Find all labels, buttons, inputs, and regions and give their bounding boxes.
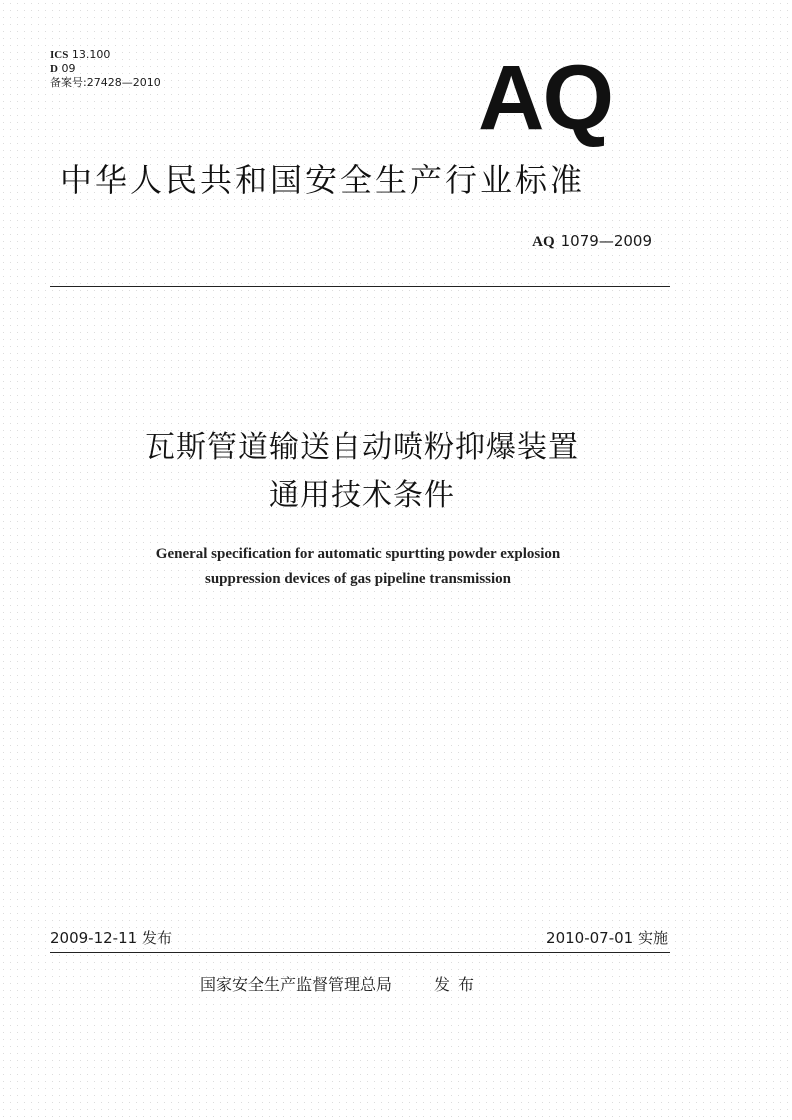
bottom-divider — [50, 952, 670, 953]
standard-code — [532, 232, 652, 251]
publisher-line — [200, 974, 482, 996]
standard-org-title: 中华人民共和国安全生产行业标准 — [60, 161, 586, 199]
ccs-label: D — [50, 63, 58, 75]
title-chinese-line-1: 瓦斯管道输送自动喷粉抑爆装置 — [145, 430, 579, 465]
ics-line — [50, 48, 161, 62]
ics-label: ICS — [50, 49, 69, 61]
classification-block — [50, 48, 161, 89]
top-divider — [50, 286, 670, 287]
publisher-name: 国家安全生产监督管理总局 — [200, 975, 393, 994]
standard-code-number: 1079—2009 — [560, 232, 652, 250]
publisher-issued: 发布 — [434, 975, 483, 994]
title-chinese-line-2: 通用技术条件 — [269, 478, 455, 513]
ccs-value: 09 — [61, 62, 76, 75]
ics-value: 13.100 — [71, 48, 111, 61]
issue-date: 2009-12-11 发布 — [50, 929, 172, 947]
implementation-date: 2010-07-01 实施 — [546, 929, 668, 947]
standard-code-prefix: AQ — [532, 234, 555, 250]
title-english-line-1: General specification for automatic spurtting powder explosion — [155, 546, 561, 562]
record-number: 备案号:27428—2010 — [50, 76, 161, 89]
ccs-line — [50, 62, 161, 76]
title-english-line-2: suppression devices of gas pipeline transmission — [204, 571, 512, 587]
aq-logo: AQ — [478, 47, 612, 149]
